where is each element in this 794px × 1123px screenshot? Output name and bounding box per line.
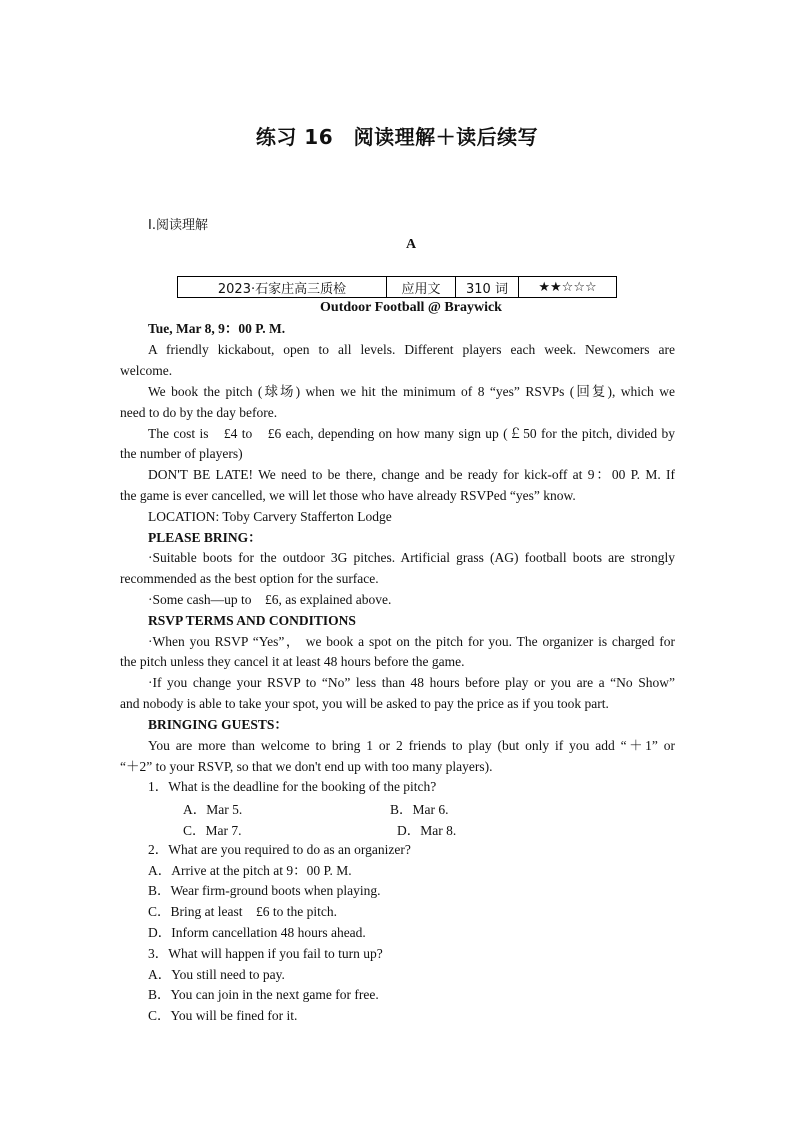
date-line: Tue, Mar 8, 9：00 P. M. xyxy=(148,321,286,336)
paragraph-1-line-1: A friendly kickabout, open to all levels. Different players each week. Newcomers are xyxy=(148,342,675,357)
paragraph-3-line-1: The cost is £4 to £6 each, depending on how many sign up (￡50 for the pitch, divided by xyxy=(148,426,675,441)
guests-line-1: You are more than welcome to bring 1 or 2 friends to play (but only if you add “＋1” or xyxy=(148,738,675,753)
rsvp-heading: RSVP TERMS AND CONDITIONS xyxy=(148,613,356,628)
question-3-option-c: C．You will be fined for it. xyxy=(148,1008,298,1023)
rsvp-item-1-line-2: the pitch unless they cancel it at least 48 hours before the game. xyxy=(120,654,465,669)
genre-cell: 应用文 xyxy=(387,277,456,298)
question-1-option-a: A．Mar 5. xyxy=(183,802,243,817)
question-2: 2．What are you required to do as an organizer? xyxy=(148,842,411,857)
bring-item-2: ·Some cash—up to £6, as explained above. xyxy=(148,592,392,607)
passage-info-table xyxy=(177,276,617,298)
question-1-option-b: B．Mar 6. xyxy=(390,802,449,817)
question-2-option-a: A．Arrive at the pitch at 9：00 P. M. xyxy=(148,863,352,878)
paragraph-2-line-2: need to do by the day before. xyxy=(120,405,278,420)
guests-line-2: “＋2” to your RSVP, so that we don't end up with too many players). xyxy=(120,759,493,774)
bring-item-1-line-1: ·Suitable boots for the outdoor 3G pitches. Artificial grass (AG) football boots are strongly xyxy=(148,550,675,565)
question-3-option-b: B．You can join in the next game for free. xyxy=(148,987,379,1002)
word-count-cell: 310 词 xyxy=(456,277,519,298)
guests-heading: BRINGING GUESTS： xyxy=(148,717,288,732)
rsvp-item-2-line-2: and nobody is able to take your spot, you will be asked to pay the price as if you took part. xyxy=(120,696,609,711)
question-1-option-d: D．Mar 8. xyxy=(397,823,457,838)
part-label: A xyxy=(405,237,417,252)
page-title: 练习 16 阅读理解＋读后续写 xyxy=(255,125,539,149)
bring-heading: PLEASE BRING： xyxy=(148,530,262,545)
rsvp-item-2-line-1: ·If you change your RSVP to “No” less than 48 hours before play or you are a “No Show” xyxy=(148,675,675,690)
question-3-option-a: A．You still need to pay. xyxy=(148,967,285,982)
article-title: Outdoor Football @ Braywick xyxy=(320,300,502,315)
paragraph-3-line-2: the number of players) xyxy=(120,446,243,461)
question-2-option-c: C．Bring at least £6 to the pitch. xyxy=(148,904,337,919)
difficulty-cell: ★★☆☆☆ xyxy=(519,277,617,298)
question-2-option-d: D．Inform cancellation 48 hours ahead. xyxy=(148,925,366,940)
paragraph-4-line-2: the game is ever cancelled, we will let those who have already RSVPed “yes” know. xyxy=(120,488,576,503)
rsvp-item-1-line-1: ·When you RSVP “Yes”， we book a spot on the pitch for you. The organizer is charged for xyxy=(148,634,675,649)
location-line: LOCATION: Toby Carvery Stafferton Lodge xyxy=(148,509,392,524)
section-heading: Ⅰ.阅读理解 xyxy=(148,218,208,233)
question-2-option-b: B．Wear firm-ground boots when playing. xyxy=(148,883,381,898)
question-3: 3．What will happen if you fail to turn up? xyxy=(148,946,383,961)
question-1: 1．What is the deadline for the booking of the pitch? xyxy=(148,779,437,794)
paragraph-2-line-1: We book the pitch (球场) when we hit the minimum of 8 “yes” RSVPs (回复), which we xyxy=(148,384,675,399)
paragraph-1-line-2: welcome. xyxy=(120,363,173,378)
paragraph-4-line-1: DON'T BE LATE! We need to be there, change and be ready for kick-off at 9：00 P. M. If xyxy=(148,467,675,482)
bring-item-1-line-2: recommended as the best option for the surface. xyxy=(120,571,379,586)
question-1-option-c: C．Mar 7. xyxy=(183,823,242,838)
source-cell: 2023·石家庄高三质检 xyxy=(178,277,387,298)
